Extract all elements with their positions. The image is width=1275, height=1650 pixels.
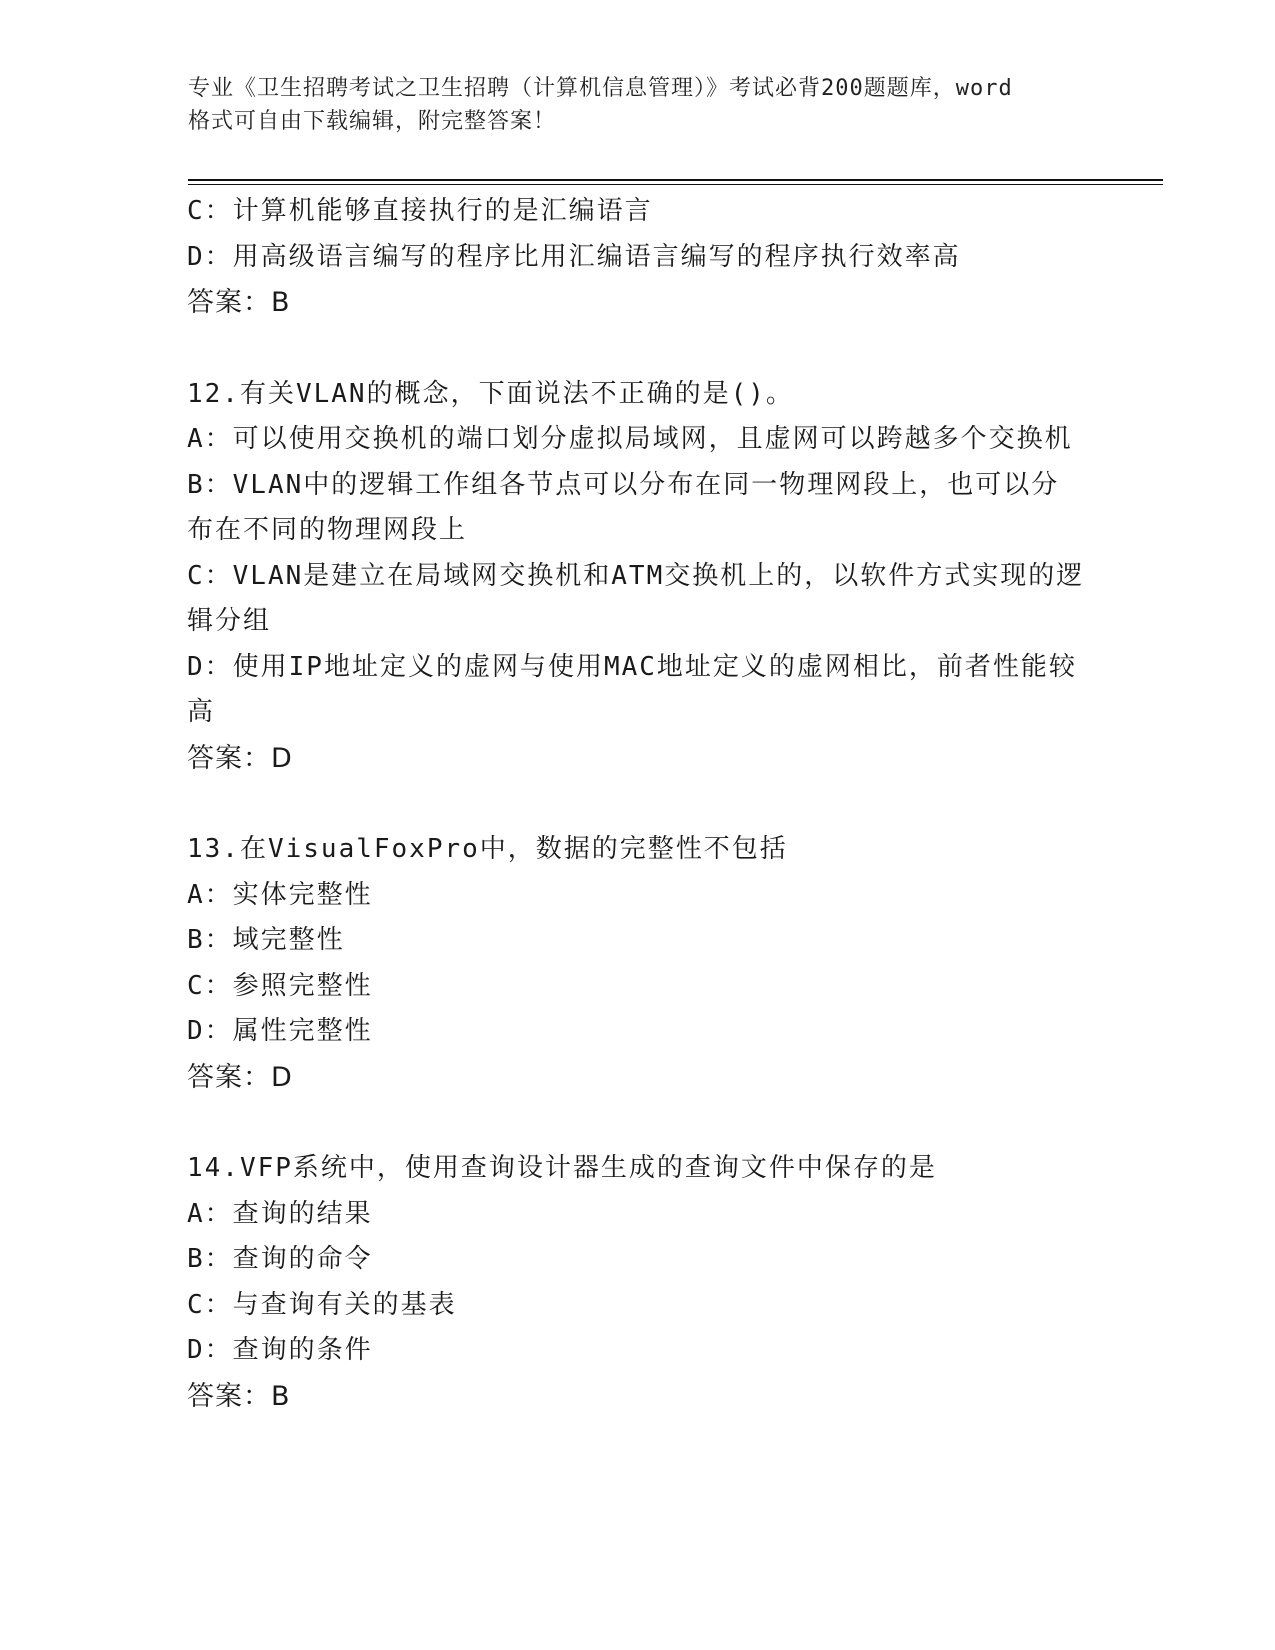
option-c: C：VLAN是建立在局域网交换机和ATM交换机上的，以软件方式实现的逻辑分组 — [187, 560, 1085, 636]
option-a: A：可以使用交换机的端口划分虚拟局域网，且虚网可以跨越多个交换机 — [187, 424, 1073, 454]
question-spacer — [187, 1100, 1087, 1146]
question-13 — [187, 827, 1087, 1100]
question-stem: 14.VFP系统中，使用查询设计器生成的查询文件中保存的是 — [187, 1153, 937, 1183]
question-11 — [187, 189, 1087, 326]
question-14 — [187, 1146, 1087, 1419]
option-b: B：VLAN中的逻辑工作组各节点可以分布在同一物理网段上，也可以分布在不同的物理网段上 — [187, 469, 1060, 545]
answer-label: 答案：B — [187, 287, 291, 318]
option-d: D：属性完整性 — [187, 1016, 373, 1046]
answer-label: 答案：D — [187, 742, 293, 774]
option-a: A：查询的结果 — [187, 1198, 373, 1229]
option-b: B：域完整性 — [187, 925, 345, 955]
header-line-2: 格式可自由下载编辑，附完整答案！ — [188, 109, 557, 134]
option-a: A：实体完整性 — [187, 879, 373, 910]
question-stem: 13.在VisualFoxPro中，数据的完整性不包括 — [187, 834, 788, 864]
question-stem: 12.有关VLAN的概念，下面说法不正确的是()。 — [187, 378, 794, 409]
option-d: D：使用IP地址定义的虚网与使用MAC地址定义的虚网相比，前者性能较高 — [187, 651, 1077, 727]
question-spacer — [187, 781, 1087, 827]
question-list — [187, 189, 1087, 1419]
answer-label: 答案：B — [187, 1380, 291, 1412]
option-c: C：计算机能够直接执行的是汇编语言 — [187, 196, 653, 226]
option-c: C：与查询有关的基表 — [187, 1289, 457, 1320]
answer-label: 答案：D — [187, 1061, 293, 1093]
option-c: C：参照完整性 — [187, 970, 373, 1001]
header-divider-thick — [188, 179, 1163, 181]
question-spacer — [187, 326, 1087, 372]
option-d: D：用高级语言编写的程序比用汇编语言编写的程序执行效率高 — [187, 241, 961, 272]
question-12 — [187, 372, 1087, 782]
option-b: B：查询的命令 — [187, 1244, 373, 1274]
option-d: D：查询的条件 — [187, 1335, 373, 1365]
document-header — [188, 72, 1088, 138]
header-line-1: 专业《卫生招聘考试之卫生招聘（计算机信息管理）》考试必背200题题库，word — [188, 76, 1013, 101]
header-divider-thin — [188, 184, 1163, 185]
